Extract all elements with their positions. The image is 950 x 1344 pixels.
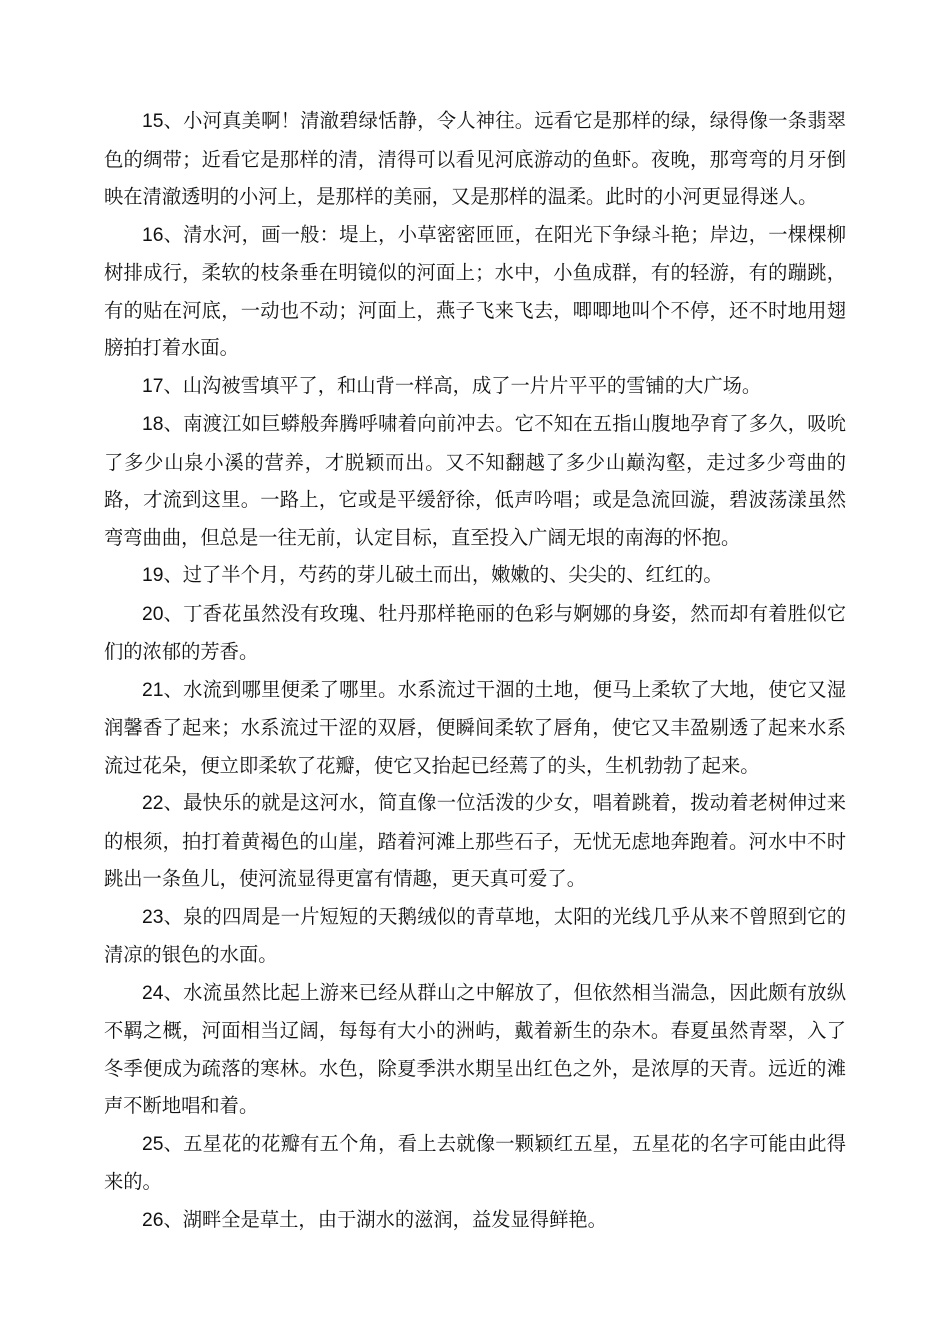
item-text: 、水流虽然比起上游来已经从群山之中解放了，但依然相当湍急，因此颇有放纵不羁之概，河面相当辽阔，每每有大小的洲屿，戴着新生的杂木。春夏虽然青翠，入了冬季便成为疏落的寒林。水色，除夏季洪水期呈出红色之外，是浓厚的天青。远近的滩声不断地唱和着。 bbox=[104, 980, 846, 1117]
item-text: 、泉的四周是一片短短的天鹅绒似的青草地，太阳的光线几乎从来不曾照到它的清凉的银色的水面。 bbox=[104, 904, 846, 966]
item-text: 、小河真美啊！清澈碧绿恬静，令人神往。远看它是那样的绿，绿得像一条翡翠色的绸带；近看它是那样的清，清得可以看见河底游动的鱼虾。夜晚，那弯弯的月牙倒映在清澈透明的小河上，是那样的美丽，又是那样的温柔。此时的小河更显得迷人。 bbox=[104, 109, 846, 208]
paragraph-22 bbox=[104, 784, 846, 898]
paragraph-26 bbox=[104, 1201, 846, 1240]
item-text: 、过了半个月，芍药的芽儿破土而出，嫩嫩的、尖尖的、红红的。 bbox=[163, 563, 723, 586]
item-number: 20 bbox=[142, 603, 164, 625]
paragraph-15 bbox=[104, 102, 846, 216]
item-text: 、丁香花虽然没有玫瑰、牡丹那样艳丽的色彩与婀娜的身姿，然而却有着胜似它们的浓郁的芳香。 bbox=[104, 601, 846, 663]
item-number: 26 bbox=[142, 1209, 164, 1231]
item-text: 、水流到哪里便柔了哪里。水系流过干涸的土地，便马上柔软了大地，使它又湿润馨香了起来；水系流过干涩的双唇，便瞬间柔软了唇角，使它又丰盈剔透了起来水系流过花朵，便立即柔软了花瓣，使它又抬起已经蔫了的头，生机勃勃了起来。 bbox=[104, 677, 846, 777]
item-number: 16 bbox=[142, 224, 164, 246]
paragraph-24 bbox=[104, 974, 846, 1125]
paragraph-16 bbox=[104, 216, 846, 367]
paragraph-23 bbox=[104, 898, 846, 974]
item-text: 、五星花的花瓣有五个角，看上去就像一颗颖红五星，五星花的名字可能由此得来的。 bbox=[104, 1131, 846, 1193]
item-text: 、湖畔全是草土，由于湖水的滋润，益发显得鲜艳。 bbox=[163, 1207, 607, 1231]
item-text: 、清水河，画一般：堤上，小草密密匝匝，在阳光下争绿斗艳；岸边，一棵棵柳树排成行，柔软的枝条垂在明镜似的河面上；水中，小鱼成群，有的轻游，有的蹦跳，有的贴在河底，一动也不动；河面上，燕子飞来飞去，唧唧地叫个不停，还不时地用翅膀拍打着水面。 bbox=[104, 222, 846, 359]
item-number: 15 bbox=[142, 111, 164, 132]
item-number: 17 bbox=[142, 375, 164, 397]
item-number: 25 bbox=[142, 1133, 164, 1155]
document-page bbox=[104, 102, 846, 1239]
paragraph-18 bbox=[104, 405, 846, 556]
item-number: 24 bbox=[142, 982, 164, 1004]
paragraph-25 bbox=[104, 1125, 846, 1201]
item-text: 、最快乐的就是这河水，简直像一位活泼的少女，唱着跳着，拨动着老树伸过来的根须，拍打着黄褐色的山崖，踏着河滩上那些石子，无忧无虑地奔跑着。河水中不时跳出一条鱼儿，使河流显得更富有情趣，更天真可爱了。 bbox=[104, 791, 846, 890]
paragraph-21 bbox=[104, 671, 846, 785]
item-number: 21 bbox=[142, 679, 164, 701]
item-number: 18 bbox=[142, 414, 164, 435]
item-text: 、山沟被雪填平了，和山背一样高，成了一片片平平的雪铺的大广场。 bbox=[163, 373, 762, 397]
item-number: 22 bbox=[142, 793, 164, 814]
paragraph-17 bbox=[104, 367, 846, 406]
paragraph-19 bbox=[104, 556, 846, 595]
item-text: 、南渡江如巨蟒般奔腾呼啸着向前冲去。它不知在五指山腹地孕育了多久，吸吮了多少山泉小溪的营养，才脱颖而出。又不知翻越了多少山巅沟壑，走过多少弯曲的路，才流到这里。一路上，它或是平缓舒徐，低声吟唱；或是急流回漩，碧波荡漾虽然弯弯曲曲，但总是一往无前，认定目标，直至投入广阔无垠的南海的怀抱。 bbox=[104, 412, 846, 549]
paragraph-20 bbox=[104, 595, 846, 671]
item-number: 23 bbox=[142, 906, 164, 928]
item-number: 19 bbox=[142, 565, 164, 586]
